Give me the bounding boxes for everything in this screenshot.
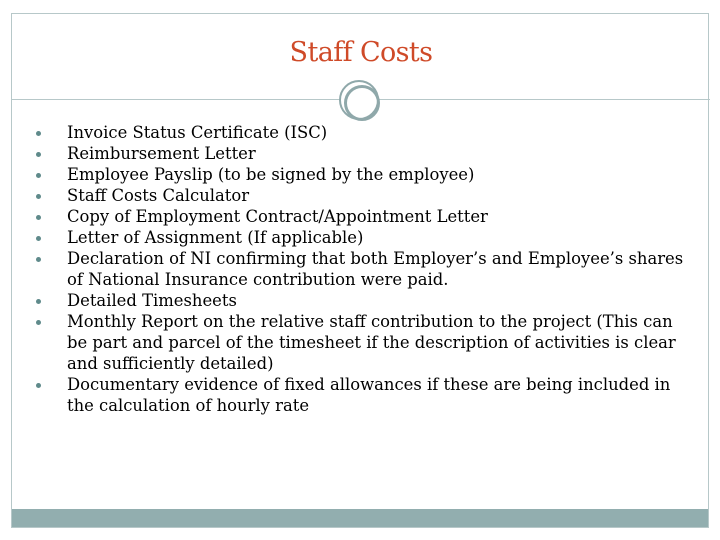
bullet-dot-icon (36, 152, 41, 157)
circle-ornament (339, 80, 379, 120)
bullet-dot-icon (36, 236, 41, 241)
bullet-dot-icon (36, 173, 41, 178)
bullet-text: Letter of Assignment (If applicable) (67, 228, 364, 247)
bullet-dot-icon (36, 320, 41, 325)
bullet-dot-icon (36, 257, 41, 262)
bullet-item (36, 374, 696, 416)
bullet-dot-icon (36, 194, 41, 199)
bullet-text: Staff Costs Calculator (67, 186, 250, 205)
bullet-item (36, 290, 696, 311)
bullet-dot-icon (36, 131, 41, 136)
bullet-item (36, 311, 696, 374)
bullet-item (36, 227, 696, 248)
bullet-text: Invoice Status Certificate (ISC) (67, 123, 328, 142)
bullet-item (36, 164, 696, 185)
slide-title: Staff Costs (289, 37, 433, 68)
bullet-text: Declaration of NI confirming that both Employer’s and Employee’s shares of National Insurance contribution were paid. (67, 249, 684, 289)
bullet-item (36, 185, 696, 206)
bullet-text: Copy of Employment Contract/Appointment Letter (67, 207, 488, 226)
bullet-item (36, 248, 696, 290)
bullet-item (36, 143, 696, 164)
bullet-text: Reimbursement Letter (67, 144, 256, 163)
bullet-text: Employee Payslip (to be signed by the employee) (67, 165, 475, 184)
bullet-dot-icon (36, 299, 41, 304)
bullet-item (36, 206, 696, 227)
bullet-dot-icon (36, 383, 41, 388)
bullet-text: Documentary evidence of fixed allowances if these are being included in the calculation of hourly rate (67, 375, 671, 415)
bullet-text: Monthly Report on the relative staff contribution to the project (This can be part and parcel of the timesheet if the description of activities is clear and sufficiently detailed) (67, 312, 676, 373)
footer-bar (12, 509, 708, 527)
slide-frame (11, 13, 709, 528)
bullet-item (36, 122, 696, 143)
bullet-text: Detailed Timesheets (67, 291, 237, 310)
bullet-dot-icon (36, 215, 41, 220)
bullet-list (36, 122, 696, 416)
